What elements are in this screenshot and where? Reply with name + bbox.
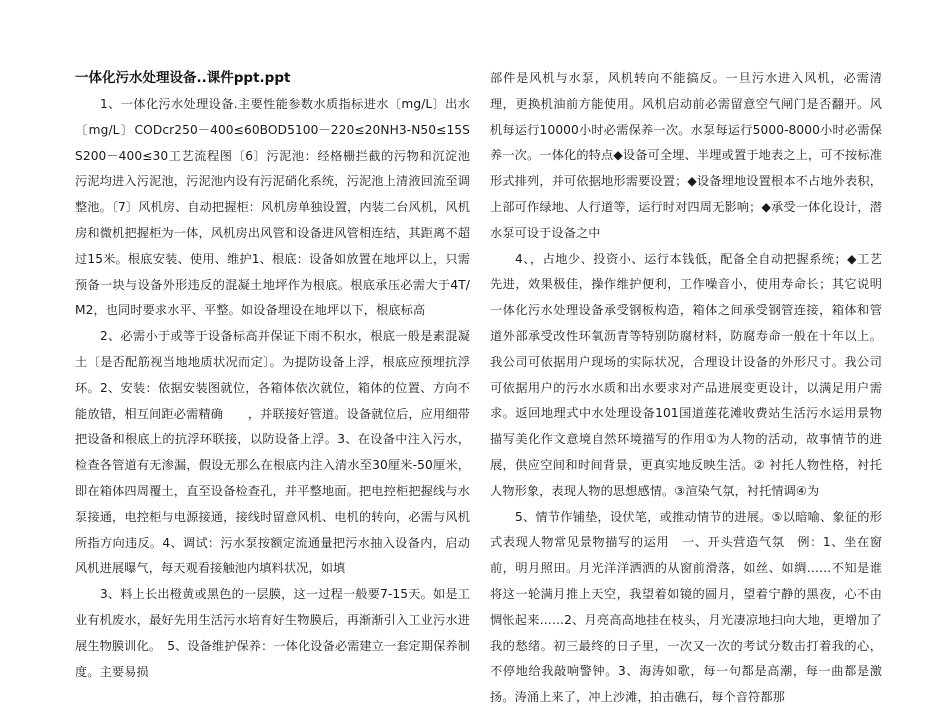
paragraph: 3、料上长出橙黄或黑色的一层膜，这一过程一般要7-15天。如是工业有机废水，最好先用生活污水培育好生物膜后，再渐渐引入工业污水进展生物膜训化。 5、设备维护保养：一体化设备必需建立一套定期保养制度。主要易损 xyxy=(75,587,470,679)
paragraph: 部件是风机与水泵，风机转向不能搞反。一旦污水进入风机，必需清理，更换机油前方能使用。风机启动前必需留意空气闸门是否翻开。风机每运行10000小时必需保养一次。水泵每运行5000-8000小时必需保养一次。一体化的特点◆设备可全埋、半埋或置于地表之上，可不按标准形式排列，并可依据地形需要设置；◆设备埋地设置根本不占地外表积，上部可作绿地、人行道等，运行时对四周无影响；◆承受一体化设计，潜水泵可设于设备之中 xyxy=(490,71,882,240)
paragraph: 5、情节作铺垫，设伏笔，或推动情节的进展。⑤以暗喻、象征的形式表现人物常见景物描写的运用 一、开头营造气氛 例：1、坐在窗前，明月照田。月光洋洋洒洒的从窗前滑落，如丝、如绸……不知是谁将这一轮满月推上天空，我望着如镜的圆月，望着宁静的黑夜，心不由惆怅起来……2、月亮高高地挂在枝头，月光凄凉地扫向大地，更增加了我的愁绪。初三最终的日子里，一次又一次的考试分数击打着我的心，不停地给我敲响警钟。3、海涛如歌，每一句都是高潮，每一曲都是激扬。涛涌上来了，冲上沙滩，拍击礁石，每个音符都那 xyxy=(490,509,882,705)
paragraph: 1、一体化污水处理设备.主要性能参数水质指标进水〔mg/L〕出水〔mg/L〕CODcr250－400≤60BOD5100－220≤20NH3-N50≤15SS200－400≤30工艺流程图〔6〕污泥池：经格栅拦截的污物和沉淀池污泥均进入污泥池，污泥池内设有污泥硝化系统，污泥池上清液回流至调整池。〔7〕风机房、自动把握柜：风机房单独设置，内装二台风机，风机房和微机把握柜为一体，风机房出风管和设备进风管相连结，其距离不超过15米。根底安装、使用、维护1、根底：设备如放置在地坪以上，只需预备一块与设备外形违反的混凝土地坪作为根底。根底承压必需大于4T/M2，也同时要求水平、平整。如设备埋设在地坪以下，根底标高 xyxy=(75,97,470,318)
left-column xyxy=(75,66,470,685)
document-title: 一体化污水处理设备..课件ppt.ppt xyxy=(75,70,291,86)
right-column xyxy=(490,66,882,711)
paragraph: 2、必需小于或等于设备标高并保证下雨不积水，根底一般是素混凝土〔是否配筋视当地地质状况而定〕。为提防设备上浮，根底应预埋抗浮环。2、安装：依据安装图就位，各箱体依次就位，箱体的位置、方向不能放错，相互间距必需精确 ，并联接好管道。设备就位后，应用细带把设备和根底上的抗浮环联接，以防设备上浮。3、在设备中注入污水，检查各管道有无渗漏，假设无那么在根底内注入清水至30厘米-50厘米，即在箱体四周覆土，直至设备检查孔，并平整地面。把电控柜把握线与水泵接通，电控柜与电源接通，接线时留意风机、电机的转向，必需与风机所指方向违反。4、调试：污水泵按额定流通量把污水抽入设备内，启动风机进展曝气，每天观看接触池内填料状况，如填 xyxy=(75,329,470,576)
paragraph: 4、，占地少、投资小、运行本钱低，配备全自动把握系统；◆工艺先进，效果极佳，操作维护便利，工作噪音小，使用寿命长；其它说明一体化污水处理设备承受钢板构造，箱体之间承受钢管连接，箱体和管道外部承受改性环氧沥青等特别防腐材料，防腐寿命一般在十年以上。我公司可依据用户现场的实际状况，合理设计设备的外形尺寸。我公司可依据用户的污水水质和出水要求对产品进展变更设计，以满足用户需求。返回地理式中水处理设备101国道莲花滩收费站生活污水运用景物描写美化作文意境自然环境描写的作用①为人物的活动，故事情节的进展，供应空间和时间背景，更真实地反映生活。② 衬托人物性格，衬托人物形象，表现人物的思想感情。③渲染气氛，衬托情调④为 xyxy=(490,251,882,498)
